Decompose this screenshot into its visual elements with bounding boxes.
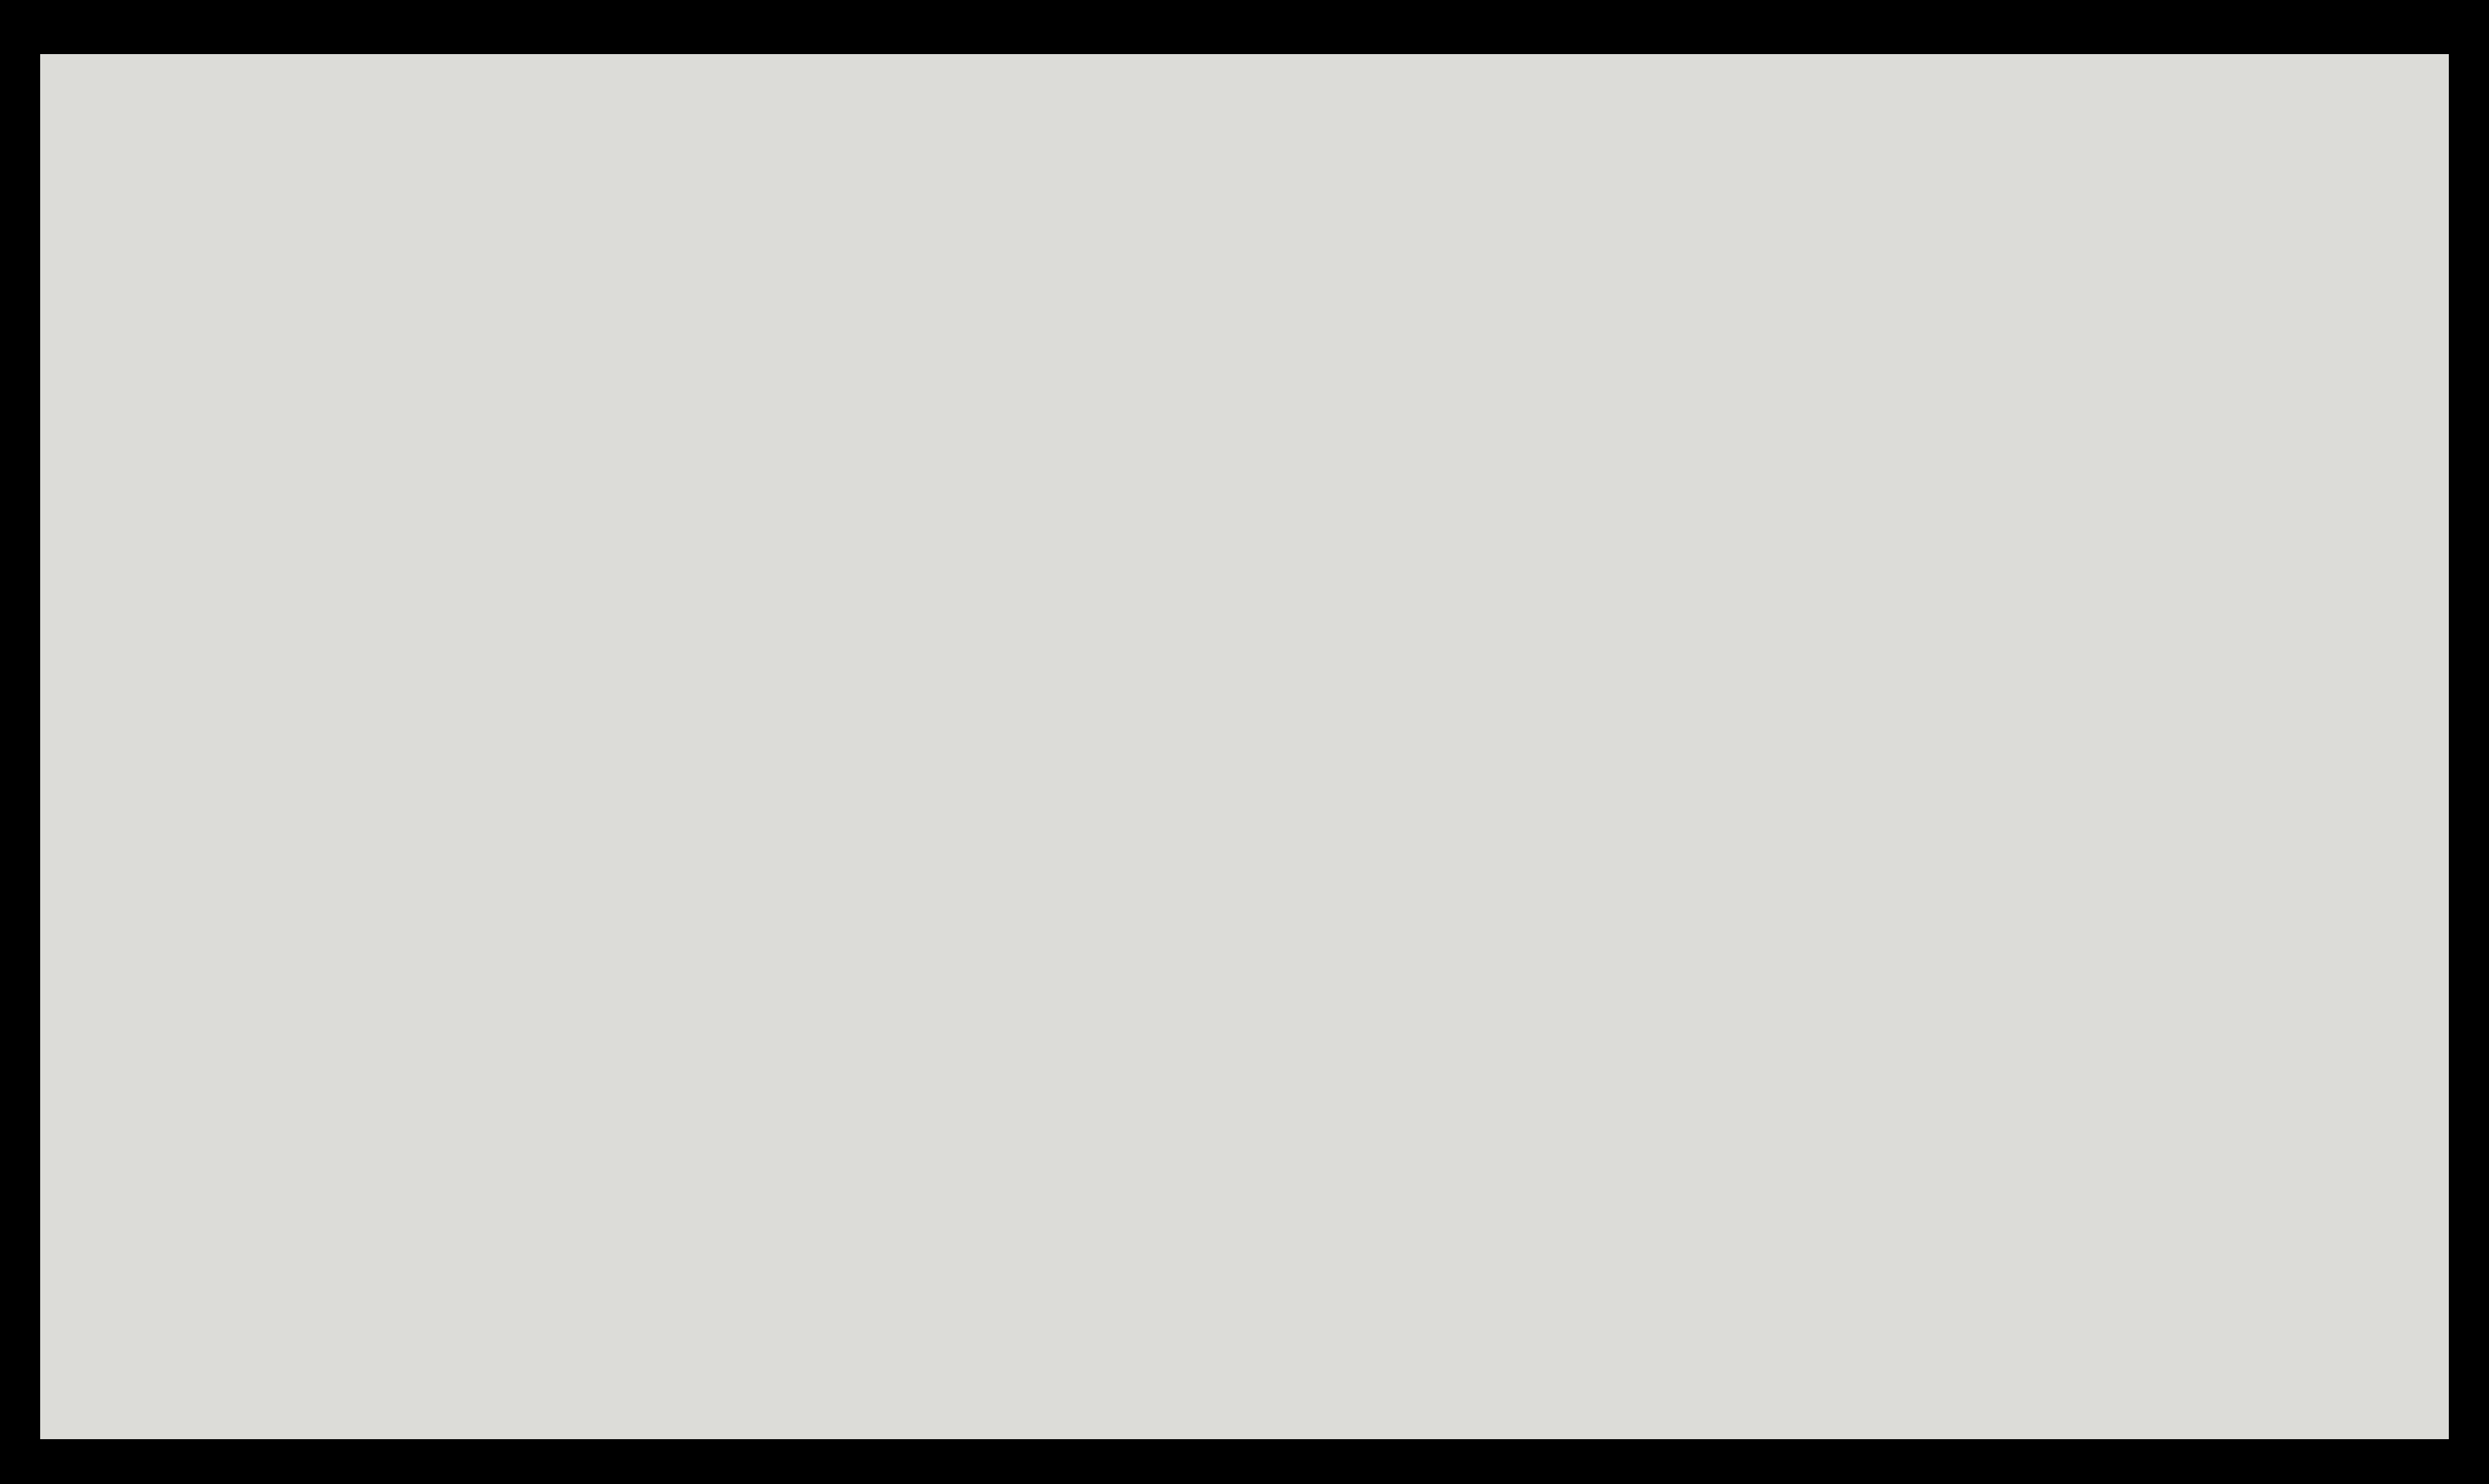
- table-grid: [40, 54, 2449, 1439]
- census-sheet: [40, 54, 2449, 1439]
